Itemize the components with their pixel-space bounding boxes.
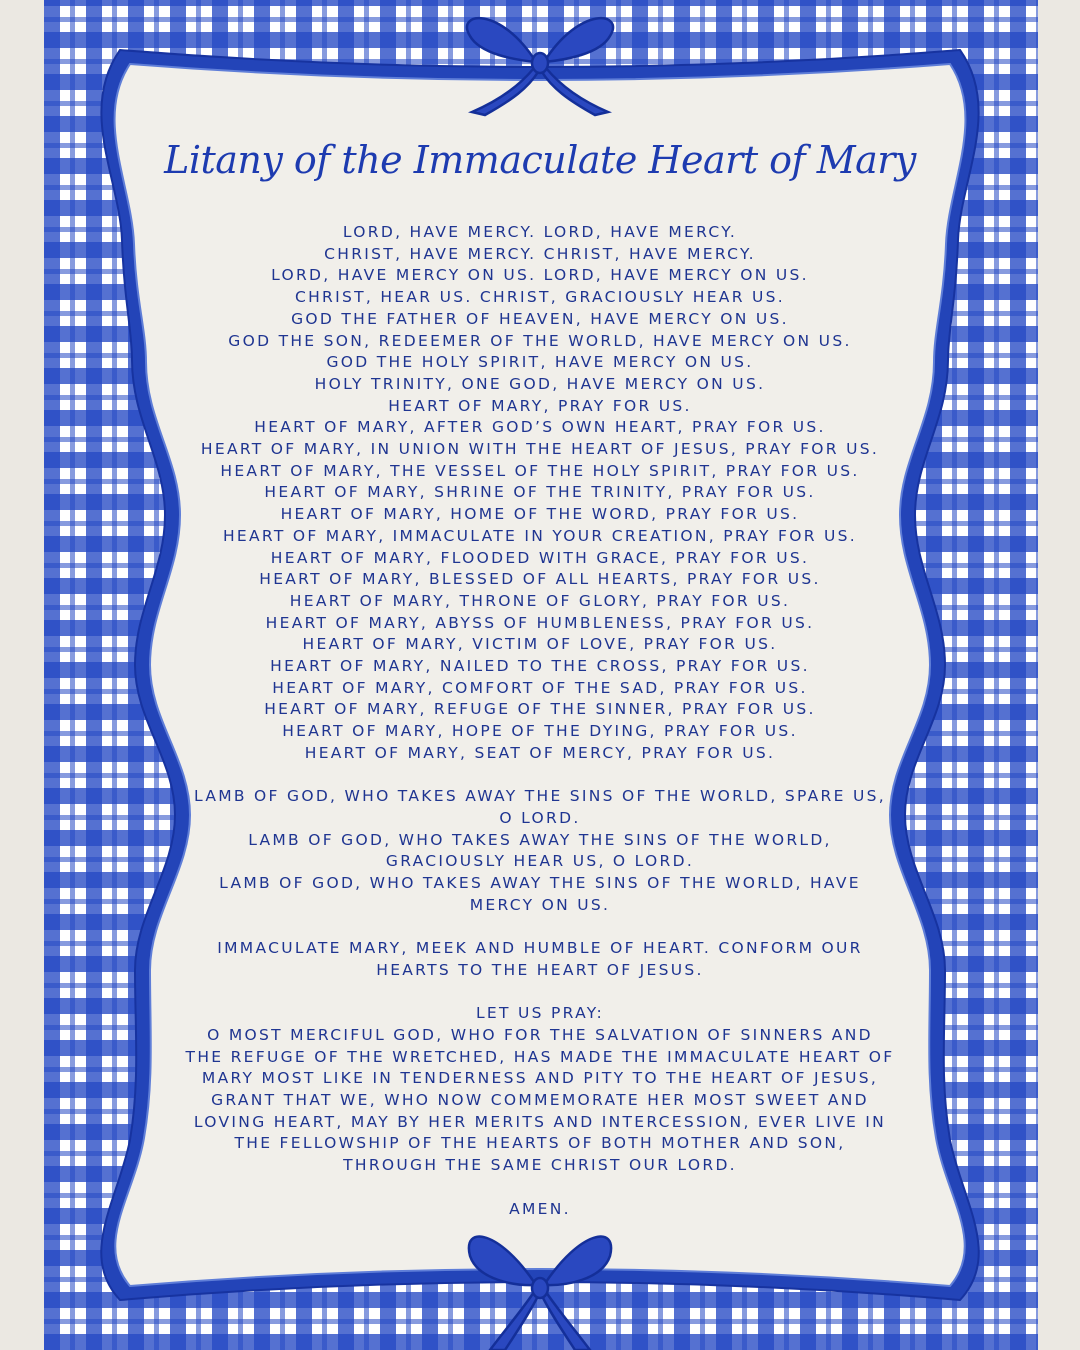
invocation-line: HEART OF MARY, SEAT OF MERCY, PRAY FOR US. (304, 743, 776, 762)
prayer-line: GRANT THAT WE, WHO NOW COMMEMORATE HER MOST SWEET AND (211, 1091, 869, 1110)
invocation-line: HEART OF MARY, SHRINE OF THE TRINITY, PRAY FOR US. (264, 483, 816, 502)
invocation-line: HEART OF MARY, THE VESSEL OF THE HOLY SPIRIT, PRAY FOR US. (220, 461, 860, 480)
invocation-line: HEART OF MARY, PRAY FOR US. (388, 396, 692, 415)
invocation-line: HEART OF MARY, VICTIM OF LOVE, PRAY FOR US. (302, 635, 778, 654)
prayer-heading: LET US PRAY: (475, 1004, 605, 1023)
invocation-line: HEART OF MARY, THRONE OF GLORY, PRAY FOR US. (289, 591, 791, 610)
invocation-line: GOD THE SON, REDEEMER OF THE WORLD, HAVE MERCY ON US. (228, 331, 852, 350)
invocation-line: HEART OF MARY, NAILED TO THE CROSS, PRAY FOR US. (270, 657, 810, 676)
amen-line: AMEN. (509, 1199, 571, 1218)
litany-text (160, 222, 920, 1220)
spacer (160, 982, 920, 1004)
invocation-line: HEART OF MARY, IMMACULATE IN YOUR CREATION, PRAY FOR US. (222, 526, 858, 545)
invocation-line: CHRIST, HAVE MERCY. CHRIST, HAVE MERCY. (324, 244, 756, 263)
invocation-line: HEART OF MARY, BLESSED OF ALL HEARTS, PRAY FOR US. (259, 570, 821, 589)
versicle-line: IMMACULATE MARY, MEEK AND HUMBLE OF HEART. CONFORM OUR (217, 939, 863, 958)
invocations-block (160, 222, 920, 765)
invocation-line: HEART OF MARY, HOME OF THE WORD, PRAY FOR US. (280, 505, 800, 524)
agnus-dei-line: LAMB OF GOD, WHO TAKES AWAY THE SINS OF THE WORLD, SPARE US, (194, 787, 886, 806)
spacer (160, 1177, 920, 1199)
invocation-line: LORD, HAVE MERCY ON US. LORD, HAVE MERCY ON US. (271, 266, 809, 285)
agnus-dei-line: MERCY ON US. (469, 895, 611, 914)
prayer-line: O MOST MERCIFUL GOD, WHO FOR THE SALVATION OF SINNERS AND (207, 1025, 873, 1044)
agnus-dei-line: LAMB OF GOD, WHO TAKES AWAY THE SINS OF THE WORLD, (248, 830, 832, 849)
invocation-line: HEART OF MARY, REFUGE OF THE SINNER, PRAY FOR US. (264, 700, 816, 719)
invocation-line: HEART OF MARY, AFTER GOD’S OWN HEART, PRAY FOR US. (254, 418, 826, 437)
invocation-line: HEART OF MARY, COMFORT OF THE SAD, PRAY FOR US. (272, 678, 808, 697)
versicle-line: HEARTS TO THE HEART OF JESUS. (376, 960, 704, 979)
invocation-line: HEART OF MARY, IN UNION WITH THE HEART OF JESUS, PRAY FOR US. (200, 440, 880, 459)
prayer-line: MARY MOST LIKE IN TENDERNESS AND PITY TO THE HEART OF JESUS, (201, 1069, 879, 1088)
invocation-line: HEART OF MARY, FLOODED WITH GRACE, PRAY FOR US. (270, 548, 810, 567)
invocation-line: HEART OF MARY, HOPE OF THE DYING, PRAY FOR US. (282, 722, 798, 741)
spacer (160, 765, 920, 787)
invocation-line: GOD THE HOLY SPIRIT, HAVE MERCY ON US. (326, 353, 754, 372)
agnus-dei-line: O LORD. (499, 808, 581, 827)
invocation-line: CHRIST, HEAR US. CHRIST, GRACIOUSLY HEAR US. (294, 288, 786, 307)
agnus-dei-block (160, 786, 920, 916)
invocation-line: HEART OF MARY, ABYSS OF HUMBLENESS, PRAY FOR US. (265, 613, 815, 632)
agnus-dei-line: LAMB OF GOD, WHO TAKES AWAY THE SINS OF THE WORLD, HAVE (219, 874, 861, 893)
agnus-dei-line: GRACIOUSLY HEAR US, O LORD. (385, 852, 695, 871)
invocation-line: GOD THE FATHER OF HEAVEN, HAVE MERCY ON US. (291, 309, 789, 328)
prayer-block (160, 1025, 920, 1177)
invocation-line: HOLY TRINITY, ONE GOD, HAVE MERCY ON US. (314, 374, 766, 393)
invocation-line: LORD, HAVE MERCY. LORD, HAVE MERCY. (342, 223, 738, 241)
page-title: Litany of the Immaculate Heart of Mary (164, 138, 916, 182)
versicle-block (160, 938, 920, 981)
prayer-line: LOVING HEART, MAY BY HER MERITS AND INTERCESSION, EVER LIVE IN (193, 1112, 887, 1131)
prayer-line: THROUGH THE SAME CHRIST OUR LORD. (343, 1156, 737, 1175)
prayer-line: THE FELLOWSHIP OF THE HEARTS OF BOTH MOTHER AND SON, (234, 1134, 846, 1153)
spacer (160, 916, 920, 938)
prayer-line: THE REFUGE OF THE WRETCHED, HAS MADE THE IMMACULATE HEART OF (185, 1047, 895, 1066)
